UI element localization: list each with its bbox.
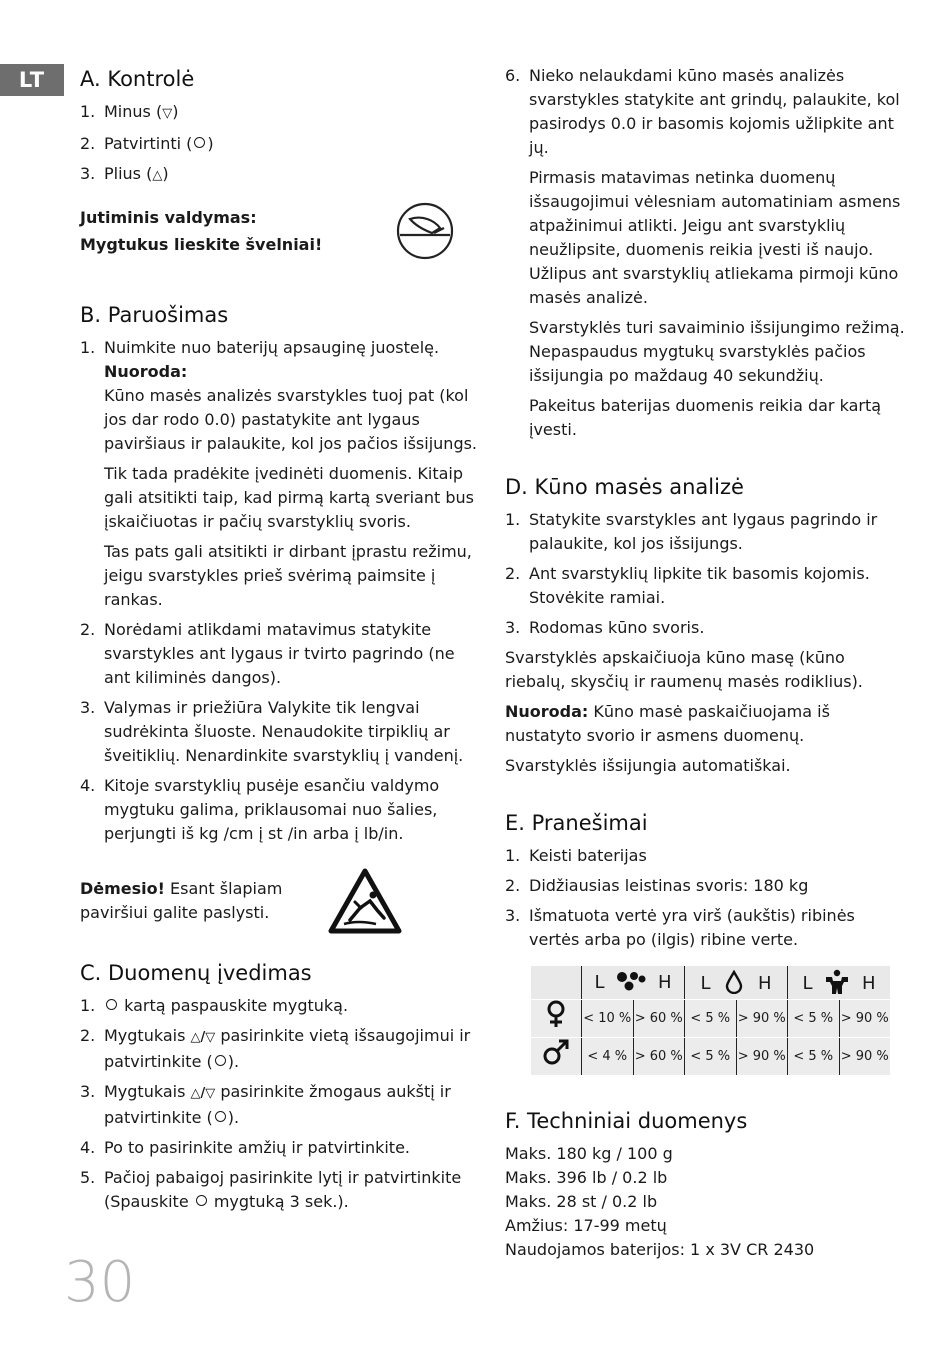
item-number: 3. <box>80 164 96 183</box>
paragraph: Svarstyklės turi savaiminio išsijungimo režimą. Nepaspaudus mygtukų svarstyklės pačios išsijungia po maždaug 40 sekundžių. <box>529 318 905 385</box>
list-item: 1. Nuimkite nuo baterijų apsauginę juostelę. Nuoroda: Kūno masės analizės svarstykles tuoj pat (kol jos dar rodo 0.0) pastatykite ant lygaus paviršiaus ir palaukite, kol jos pačios išsijungs. Tik tada pradėkite įvedinėti duomenis. Kitaip gali atsitikti taip, kad pirmą kartą sveriant bus įskaičiuotas ir pačių svarstyklių svoris. Tas pats gali atsitikti ir dirbant įprastu režimu, jeigu svarstykles prieš svėrimą paimsite į rankas. <box>80 336 480 612</box>
plus-triangle-icon: △ <box>152 168 163 183</box>
touch-note <box>80 202 480 260</box>
water-drop-icon <box>724 970 744 994</box>
note-label: Nuoroda: <box>505 702 589 721</box>
table-cell: < 4 % <box>582 1038 634 1076</box>
section-e-title: E. Pranešimai <box>505 811 648 835</box>
list-item: 1. Keisti baterijas <box>505 844 905 868</box>
item-text: Rodomas kūno svoris. <box>529 618 705 637</box>
wet-floor-warning-icon <box>328 868 402 934</box>
list-item: 3. Valymas ir priežiūra Valykite tik lengvai sudrėkinta šluoste. Nenaudokite tirpiklių ar šveitiklių. Nenardinkite svarstyklių į vandenį. <box>80 696 480 768</box>
circle-button-icon <box>215 1111 226 1122</box>
list-item: 2. Ant svarstyklių lipkite tik basomis kojomis. Stovėkite ramiai. <box>505 562 905 610</box>
table-cell: > 90 % <box>839 1038 890 1076</box>
note-paragraph: Tik tada pradėkite įvedinėti duomenis. Kitaip gali atsitikti taip, kad pirmą kartą sveriant bus įskaičiuotas ir pačių svarstyklių svoris. <box>104 464 474 531</box>
section-c <box>80 958 480 1214</box>
table-cell: > 90 % <box>839 1000 890 1038</box>
section-d <box>505 472 905 778</box>
control-label: Minus ( <box>104 102 163 121</box>
circle-button-icon <box>196 1195 207 1206</box>
list-item: 2. Didžiausias leistinas svoris: 180 kg <box>505 874 905 898</box>
spec-line: Maks. 396 lb / 0.2 lb <box>505 1168 668 1187</box>
table-cell: > 60 % <box>633 1000 685 1038</box>
list-item: 2. Mygtukais △/▽ pasirinkite vietą išsaugojimui ir patvirtinkite ( ). <box>80 1026 471 1071</box>
warning-text: Esant šlapiam paviršiui galite paslysti. <box>80 879 283 922</box>
minus-triangle-icon: ▽ <box>162 106 173 121</box>
section-b <box>80 300 480 934</box>
confirm-circle-icon <box>194 137 205 148</box>
section-d-title: D. Kūno masės analizė <box>505 475 744 499</box>
female-symbol-icon <box>545 1000 567 1028</box>
fat-header: L H <box>582 966 685 1000</box>
item-number: 2. <box>80 134 96 153</box>
touch-text: Mygtukus lieskite švelniai! <box>80 235 323 254</box>
table-header-row <box>531 966 890 1000</box>
item-text: Išmatuota vertė yra virš (aukštis) ribinės vertės arba po (ilgis) ribine verte. <box>529 906 855 949</box>
control-item: 2. Patvirtinti ( ) <box>80 132 480 156</box>
item-text: Valymas ir priežiūra Valykite tik lengvai sudrėkinta šluoste. Nenaudokite tirpiklių ar šveitiklių. Nenardinkite svarstyklių į vandenį. <box>104 698 464 765</box>
list-item: 3. Rodomas kūno svoris. <box>505 616 905 640</box>
spec-line: Maks. 28 st / 0.2 lb <box>505 1192 658 1211</box>
spec-line: Naudojamos baterijos: 1 x 3V CR 2430 <box>505 1240 815 1259</box>
list-item: 3. Mygtukais △/▽ pasirinkite žmogaus aukštį ir patvirtinkite ( ). <box>80 1082 451 1127</box>
left-column <box>80 64 480 1220</box>
touch-finger-icon <box>396 202 454 260</box>
list-item: 4. Po to pasirinkite amžių ir patvirtinkite. <box>80 1136 480 1160</box>
table-row-male <box>531 1038 890 1076</box>
list-item: 5. Pačioj pabaigoj pasirinkite lytį ir patvirtinkite (Spauskite mygtuką 3 sek.). <box>80 1168 462 1211</box>
right-column <box>505 64 905 1262</box>
control-item: 1. Minus (▽) <box>80 100 480 126</box>
section-b-title: B. Paruošimas <box>80 303 229 327</box>
list-item: 4. Kitoje svarstyklių pusėje esančiu valdymo mygtuku galima, priklausomai nuo šalies, perjungti iš kg /cm į st /in arba į lb/in. <box>80 774 480 846</box>
section-a-title: A. Kontrolė <box>80 67 195 91</box>
list-item: 2. Norėdami atlikdami matavimus statykite svarstykles ant lygaus ir tvirto pagrindo (ne ant kiliminės dangos). <box>80 618 480 690</box>
item-text: kartą paspauskite mygtuką. <box>119 996 349 1015</box>
paragraph: Pirmasis matavimas netinka duomenų išsaugojimui vėlesniam automatiniam asmens atpažinimui atlikti. Jeigu ant svarstyklių neužlipsite, duomenis reikia įvesti iš naujo. Užlipus ant svarstyklių atliekama pirmoji kūno masės analizė. <box>529 168 901 307</box>
up-down-triangle-icon: △/▽ <box>190 1030 216 1045</box>
list-item: 1. Statykite svarstykles ant lygaus pagrindo ir palaukite, kol jos išsijungs. <box>505 508 905 556</box>
muscle-man-icon <box>824 969 850 995</box>
section-f-title: F. Techniniai duomenys <box>505 1109 748 1133</box>
item-text: Didžiausias leistinas svoris: 180 kg <box>529 876 809 895</box>
item-text: Keisti baterijas <box>529 846 647 865</box>
item-text: Statykite svarstykles ant lygaus pagrindo ir palaukite, kol jos išsijungs. <box>529 510 878 553</box>
control-item: 3. Plius (△) <box>80 162 480 188</box>
item-text: Kitoje svarstyklių pusėje esančiu valdymo mygtuku galima, priklausomai nuo šalies, perjungti iš kg /cm į st /in arba į lb/in. <box>104 776 440 843</box>
control-label: Plius ( <box>104 164 153 183</box>
warning-label: Dėmesio! <box>80 879 165 898</box>
fat-cells-icon <box>616 971 646 991</box>
item-number: 1. <box>80 102 96 121</box>
limits-table <box>531 966 890 1076</box>
circle-button-icon <box>215 1055 226 1066</box>
spec-line: Maks. 180 kg / 100 g <box>505 1144 673 1163</box>
table-cell: < 5 % <box>685 1000 737 1038</box>
language-tab: LT <box>0 64 64 96</box>
note-paragraph: Nuoroda: Kūno masė paskaičiuojama iš nustatyto svorio ir asmens duomenų. <box>505 702 830 745</box>
list-item: 6. Nieko nelaukdami kūno masės analizės svarstykles statykite ant grindų, palaukite, kol pasirodys 0.0 ir basomis kojomis užlipkite ant jų. Pirmasis matavimas netinka duomenų išsaugojimui vėlesniam automatiniam asmens atpažinimui atlikti. Jeigu ant svarstyklių neužlipsite, duomenis reikia įvesti iš naujo. Užlipus ant svarstyklių atliekama pirmoji kūno masės analizė. Svarstyklės turi savaiminio išsijungimo režimą. Nepaspaudus mygtukų svarstyklės pačios išsijungia po maždaug 40 sekundžių. Pakeitus baterijas duomenis reikia dar kartą įvesti. <box>505 64 905 442</box>
item-text: Norėdami atlikdami matavimus statykite svarstykles ant lygaus ir tvirto pagrindo (ne ant kiliminės dangos). <box>104 620 455 687</box>
male-symbol-icon <box>542 1038 570 1066</box>
item-text: Nuimkite nuo baterijų apsauginę juostelę. <box>104 338 440 357</box>
table-row-female <box>531 1000 890 1038</box>
table-cell: > 90 % <box>736 1038 788 1076</box>
muscle-header: L H <box>788 966 891 1000</box>
item-text: Po to pasirinkite amžių ir patvirtinkite. <box>104 1138 410 1157</box>
note-label: Nuoroda: <box>104 362 188 381</box>
water-header: L H <box>685 966 788 1000</box>
paragraph: Svarstyklės apskaičiuoja kūno masę (kūno riebalų, skysčių ir raumenų masės rodiklius). <box>505 648 863 691</box>
note-paragraph: Tas pats gali atsitikti ir dirbant įprastu režimu, jeigu svarstykles prieš svėrimą paimsite į rankas. <box>104 542 472 609</box>
spec-line: Amžius: 17-99 metų <box>505 1216 667 1235</box>
table-cell: < 10 % <box>582 1000 634 1038</box>
item-text: Ant svarstyklių lipkite tik basomis kojomis. Stovėkite ramiai. <box>529 564 870 607</box>
up-down-triangle-icon: △/▽ <box>190 1086 216 1101</box>
section-a <box>80 64 480 260</box>
slip-warning <box>80 868 480 934</box>
item-text: Nieko nelaukdami kūno masės analizės svarstykles statykite ant grindų, palaukite, kol pasirodys 0.0 ir basomis kojomis užlipkite ant jų. <box>529 66 900 157</box>
control-label: Patvirtinti ( <box>104 134 193 153</box>
touch-label: Jutiminis valdymas: <box>80 208 257 227</box>
table-cell: < 5 % <box>788 1000 840 1038</box>
note-paragraph: Kūno masės analizės svarstykles tuoj pat (kol jos dar rodo 0.0) pastatykite ant lygaus paviršiaus ir palaukite, kol jos pačios išsijungs. <box>104 386 478 453</box>
page-number: 30 <box>64 1250 136 1315</box>
paragraph: Svarstyklės išsijungia automatiškai. <box>505 756 791 775</box>
section-f <box>505 1106 905 1262</box>
section-e <box>505 808 905 1076</box>
table-cell: < 5 % <box>788 1038 840 1076</box>
table-cell: > 60 % <box>633 1038 685 1076</box>
section-c-title: C. Duomenų įvedimas <box>80 961 312 985</box>
table-cell: > 90 % <box>736 1000 788 1038</box>
list-item: 3. Išmatuota vertė yra virš (aukštis) ribinės vertės arba po (ilgis) ribine verte. <box>505 904 905 952</box>
list-item: 1. kartą paspauskite mygtuką. <box>80 996 349 1015</box>
circle-button-icon <box>106 999 117 1010</box>
paragraph: Pakeitus baterijas duomenis reikia dar kartą įvesti. <box>529 396 882 439</box>
table-cell: < 5 % <box>685 1038 737 1076</box>
